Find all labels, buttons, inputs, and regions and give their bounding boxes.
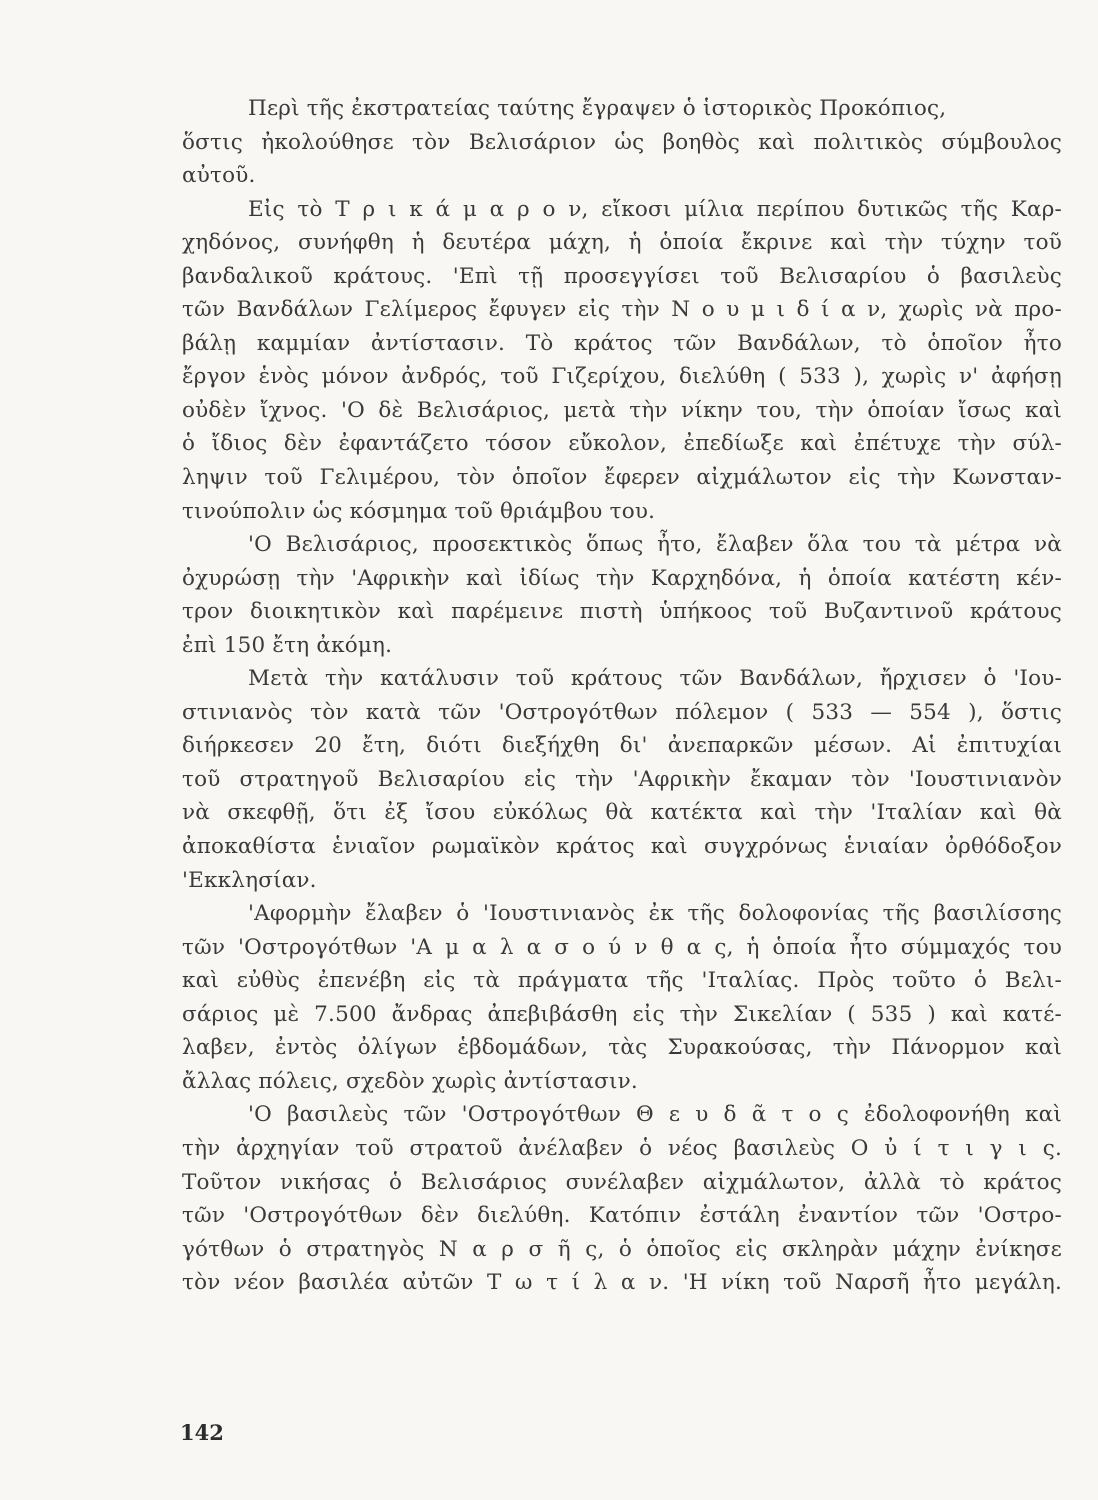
text-line: 'Ο βασιλεὺς τῶν 'Οστρογότθων Θ ε υ δ ᾶ τ ο ς ἐδολοφονήθη καὶ bbox=[248, 1102, 1062, 1128]
page-number: 142 bbox=[180, 1420, 224, 1445]
text-line: Εἰς τὸ Τ ρ ι κ ά μ α ρ ο ν, εἴκοσι μίλια περίπου δυτικῶς τῆς Καρ- bbox=[248, 196, 1062, 222]
text-line: ληψιν τοῦ Γελιμέρου, τὸν ὁποῖον ἔφερεν αἰχμάλωτον εἰς τὴν Κωνσταν- bbox=[182, 465, 1062, 491]
text-line: τῶν 'Οστρογότθων δὲν διελύθη. Κατόπιν ἐστάλη ἐναντίον τῶν 'Οστρο- bbox=[182, 1203, 1062, 1229]
text-line: Περὶ τῆς ἐκστρατείας ταύτης ἔγραψεν ὁ ἱστορικὸς Προκόπιος, bbox=[248, 96, 947, 121]
text-line: τῶν 'Οστρογότθων 'Α μ α λ α σ ο ύ ν θ α ς, ἡ ὁποία ἦτο σύμμαχός του bbox=[182, 934, 1062, 960]
text-line: τρον διοικητικὸν καὶ παρέμεινε πιστὴ ὑπήκοος τοῦ Βυζαντινοῦ κράτους bbox=[182, 599, 1062, 625]
text-line: χηδόνος, συνήφθη ἡ δευτέρα μάχη, ἡ ὁποία ἔκρινε καὶ τὴν τύχην τοῦ bbox=[182, 230, 1062, 256]
body-text bbox=[182, 92, 1062, 1300]
text-line: 'Εκκλησίαν. bbox=[182, 867, 317, 893]
text-line: τὸν νέον βασιλέα αὐτῶν Τ ω τ ί λ α ν. 'Η νίκη τοῦ Ναρσῆ ἦτο μεγάλη. bbox=[182, 1270, 1062, 1296]
text-line: τοῦ στρατηγοῦ Βελισαρίου εἰς τὴν 'Αφρικὴν ἔκαμαν τὸν 'Ιουστινιανὸν bbox=[182, 766, 1062, 792]
text-line: βάλῃ καμμίαν ἀντίστασιν. Τὸ κράτος τῶν Βανδάλων, τὸ ὁποῖον ἦτο bbox=[182, 330, 1062, 356]
text-line: τινούπολιν ὡς κόσμημα τοῦ θριάμβου του. bbox=[182, 498, 656, 524]
text-line: αὐτοῦ. bbox=[182, 163, 256, 189]
text-line: γότθων ὁ στρατηγὸς Ν α ρ σ ῆ ς, ὁ ὁποῖος εἰς σκληρὰν μάχην ἐνίκησε bbox=[182, 1236, 1062, 1262]
text-line: καὶ εὐθὺς ἐπενέβη εἰς τὰ πράγματα τῆς 'Ιταλίας. Πρὸς τοῦτο ὁ Βελι- bbox=[182, 968, 1062, 994]
text-line: 'Αφορμὴν ἔλαβεν ὁ 'Ιουστινιανὸς ἐκ τῆς δολοφονίας τῆς βασιλίσσης bbox=[248, 901, 1062, 927]
text-line: διήρκεσεν 20 ἔτη, διότι διεξήχθη δι' ἀνεπαρκῶν μέσων. Αἱ ἐπιτυχίαι bbox=[182, 733, 1062, 759]
text-line: λαβεν, ἐντὸς ὀλίγων ἑβδομάδων, τὰς Συρακούσας, τὴν Πάνορμον καὶ bbox=[182, 1035, 1062, 1061]
text-line: ἐπὶ 150 ἔτη ἀκόμη. bbox=[182, 632, 393, 658]
text-line: τὴν ἀρχηγίαν τοῦ στρατοῦ ἀνέλαβεν ὁ νέος βασιλεὺς Ο ὐ ί τ ι γ ι ς. bbox=[182, 1135, 1062, 1161]
text-line: ἀποκαθίστα ἑνιαῖον ρωμαϊκὸν κράτος καὶ συγχρόνως ἑνιαίαν ὀρθόδοξον bbox=[182, 834, 1062, 860]
text-line: Μετὰ τὴν κατάλυσιν τοῦ κράτους τῶν Βανδάλων, ἤρχισεν ὁ 'Ιου- bbox=[248, 666, 1062, 692]
text-line: 'Ο Βελισάριος, προσεκτικὸς ὅπως ἦτο, ἔλαβεν ὅλα του τὰ μέτρα νὰ bbox=[248, 532, 1062, 558]
text-line: σάριος μὲ 7.500 ἄνδρας ἀπεβιβάσθη εἰς τὴν Σικελίαν ( 535 ) καὶ κατέ- bbox=[182, 1001, 1062, 1027]
text-line: ἄλλας πόλεις, σχεδὸν χωρὶς ἀντίστασιν. bbox=[182, 1068, 638, 1094]
text-line: βανδαλικοῦ κράτους. 'Επὶ τῇ προσεγγίσει τοῦ Βελισαρίου ὁ βασιλεὺς bbox=[182, 263, 1062, 289]
text-line: ὁ ἴδιος δὲν ἐφαντάζετο τόσον εὔκολον, ἐπεδίωξε καὶ ἐπέτυχε τὴν σύλ- bbox=[182, 431, 1062, 457]
text-line: οὐδὲν ἴχνος. 'Ο δὲ Βελισάριος, μετὰ τὴν νίκην του, τὴν ὁποίαν ἴσως καὶ bbox=[182, 397, 1062, 423]
text-line: ὀχυρώσῃ τὴν 'Αφρικὴν καὶ ἰδίως τὴν Καρχηδόνα, ἡ ὁποία κατέστη κέν- bbox=[182, 565, 1062, 591]
text-line: ὅστις ἠκολούθησε τὸν Βελισάριον ὡς βοηθὸς καὶ πολιτικὸς σύμβουλος bbox=[182, 129, 1062, 155]
text-line: στινιανὸς τὸν κατὰ τῶν 'Οστρογότθων πόλεμον ( 533 — 554 ), ὅστις bbox=[182, 699, 1062, 725]
text-line: ἔργον ἑνὸς μόνον ἀνδρός, τοῦ Γιζερίχου, διελύθη ( 533 ), χωρὶς ν' ἀφήσῃ bbox=[182, 364, 1062, 390]
text-line: τῶν Βανδάλων Γελίμερος ἔφυγεν εἰς τὴν Ν ο υ μ ι δ ί α ν, χωρὶς νὰ προ- bbox=[182, 297, 1062, 323]
text-line: νὰ σκεφθῇ, ὅτι ἐξ ἴσου εὐκόλως θὰ κατέκτα καὶ τὴν 'Ιταλίαν καὶ θὰ bbox=[182, 800, 1062, 826]
text-line: Τοῦτον νικήσας ὁ Βελισάριος συνέλαβεν αἰχμάλωτον, ἀλλὰ τὸ κράτος bbox=[182, 1169, 1062, 1195]
